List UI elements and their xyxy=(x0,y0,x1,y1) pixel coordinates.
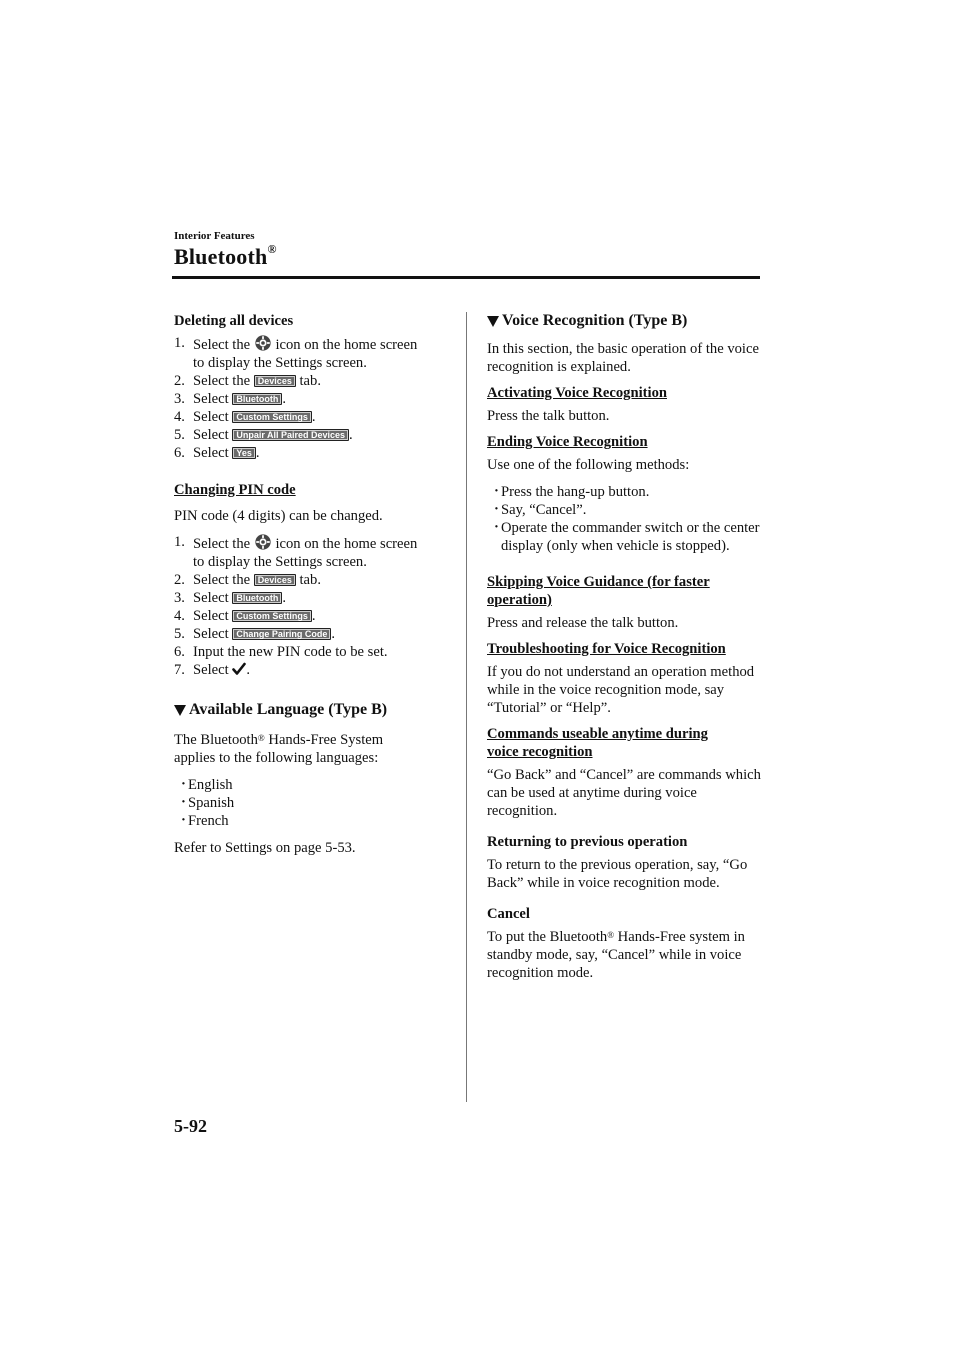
left-column xyxy=(174,312,442,857)
bluetooth-button: Bluetooth xyxy=(232,393,282,405)
step-item: 5. Select Change Pairing Code . xyxy=(174,626,335,642)
step-item: 6. Select Yes . xyxy=(174,445,260,461)
devices-tab-button: Devices xyxy=(254,574,296,586)
ending-methods-list xyxy=(487,483,762,555)
voice-intro: In this section, the basic operation of the voice recognition is explained. xyxy=(487,341,759,375)
header-rule xyxy=(172,276,760,279)
gear-icon xyxy=(254,533,272,551)
step-item: 5. Select Unpair All Paired Devices . xyxy=(174,427,353,443)
step-item: 2. Select the Devices tab. xyxy=(174,572,321,588)
activating-text: Press the talk button. xyxy=(487,408,610,424)
column-divider xyxy=(466,312,467,1102)
custom-settings-button: Custom Settings xyxy=(232,610,312,622)
troubleshooting-text: If you do not understand an operation method while in the voice recognition mode, say “Tutorial” or “Help”. xyxy=(487,664,755,716)
language-list xyxy=(174,776,442,830)
step-item: 3. Select Bluetooth . xyxy=(174,391,286,407)
list-item: · French xyxy=(182,812,442,830)
pin-intro: PIN code (4 digits) can be changed. xyxy=(174,508,383,524)
language-intro: The Bluetooth® Hands-Free System applies to the following languages: xyxy=(174,732,384,766)
heading-returning: Returning to previous operation xyxy=(487,834,688,850)
checkmark-icon xyxy=(232,662,246,676)
list-item: · English xyxy=(182,776,442,794)
step-item: 4. Select Custom Settings . xyxy=(174,409,316,425)
heading-changing-pin-code: Changing PIN code xyxy=(174,482,296,498)
gear-icon xyxy=(254,334,272,352)
step-item: 6. Input the new PIN code to be set. xyxy=(174,644,388,660)
heading-voice-recognition: Voice Recognition (Type B) xyxy=(487,312,762,330)
heading-troubleshooting: Troubleshooting for Voice Recognition xyxy=(487,641,726,657)
bluetooth-button: Bluetooth xyxy=(232,592,282,604)
list-item: · Operate the commander switch or the center display (only when vehicle is stopped). xyxy=(495,519,762,555)
section-label: Interior Features xyxy=(174,230,255,242)
list-item: · Spanish xyxy=(182,794,442,812)
returning-text: To return to the previous operation, say, “Go Back” while in voice recognition mode. xyxy=(487,857,748,891)
step-item: 1. Select the icon on the home screen to display the Settings screen. xyxy=(174,534,418,570)
heading-ending: Ending Voice Recognition xyxy=(487,434,648,450)
custom-settings-button: Custom Settings xyxy=(232,411,312,423)
section-triangle-icon xyxy=(174,705,186,716)
heading-cancel: Cancel xyxy=(487,906,530,922)
pin-steps xyxy=(174,533,442,679)
devices-tab-button: Devices xyxy=(254,375,296,387)
ending-text: Use one of the following methods: xyxy=(487,457,690,473)
heading-skipping: Skipping Voice Guidance (for faster operation) xyxy=(487,574,710,608)
heading-commands: Commands useable anytime during voice recognition xyxy=(487,726,708,760)
change-pairing-code-button: Change Pairing Code xyxy=(232,628,331,640)
yes-button: Yes xyxy=(232,447,256,459)
step-item: 7. Select . xyxy=(174,662,250,678)
step-item: 1. Select the icon on the home screen to display the Settings screen. xyxy=(174,335,418,371)
section-triangle-icon xyxy=(487,316,499,327)
step-item: 2. Select the Devices tab. xyxy=(174,373,321,389)
page-number: 5-92 xyxy=(174,1116,207,1136)
heading-available-language: Available Language (Type B) xyxy=(174,701,442,719)
step-item: 3. Select Bluetooth . xyxy=(174,590,286,606)
step-item: 4. Select Custom Settings . xyxy=(174,608,316,624)
heading-activating: Activating Voice Recognition xyxy=(487,385,667,401)
unpair-all-button: Unpair All Paired Devices xyxy=(232,429,349,441)
cancel-text: To put the Bluetooth® Hands-Free system in standby mode, say, “Cancel” while in voice recognition mode. xyxy=(487,929,745,981)
page-title: Bluetooth® xyxy=(174,242,277,269)
skipping-text: Press and release the talk button. xyxy=(487,615,679,631)
right-column xyxy=(487,312,762,982)
refer-settings: Refer to Settings on page 5-53. xyxy=(174,840,356,856)
deleting-steps xyxy=(174,334,442,462)
commands-text: “Go Back” and “Cancel” are commands which can be used at anytime during voice recognition. xyxy=(487,767,761,819)
list-item: · Press the hang-up button. xyxy=(495,483,762,501)
heading-deleting-all-devices: Deleting all devices xyxy=(174,313,294,329)
list-item: · Say, “Cancel”. xyxy=(495,501,762,519)
